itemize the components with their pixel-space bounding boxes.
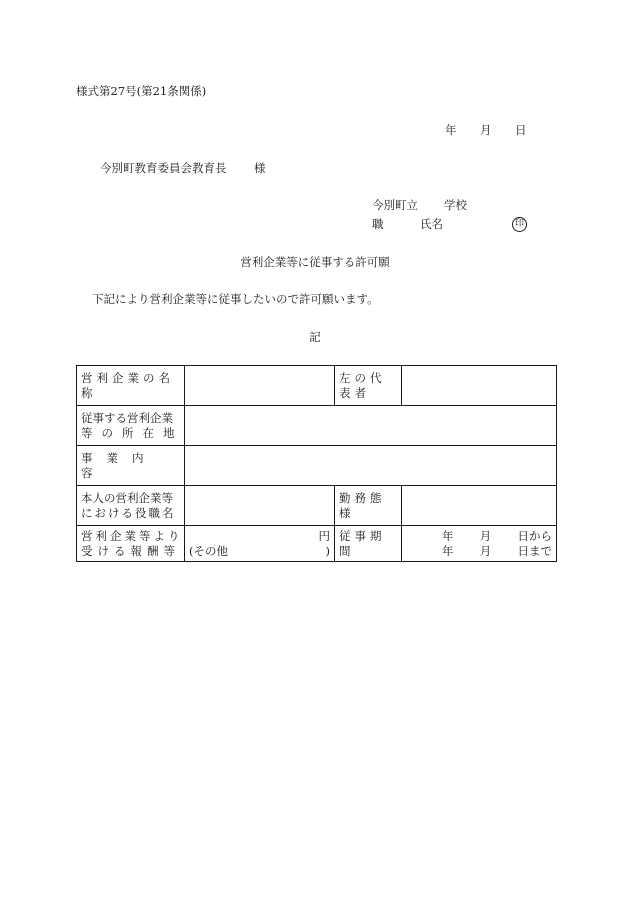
period-from-year: 年 (442, 528, 454, 543)
remuneration-field[interactable] (185, 526, 335, 562)
business-field[interactable] (185, 446, 557, 486)
other-open: (その他 (189, 543, 228, 558)
period-from-month: 月 (479, 528, 492, 543)
location-field[interactable] (185, 406, 557, 446)
date-day-label: 日 (515, 123, 527, 137)
other-line (189, 544, 330, 559)
other-close: ) (325, 543, 330, 558)
document-title: 営利企業等に従事する許可願 (240, 255, 390, 269)
period-field[interactable] (402, 526, 557, 562)
name-label: 氏名 (420, 217, 443, 231)
period-to-month: 月 (479, 543, 492, 558)
yen-label: 円 (318, 528, 330, 543)
period-from-day: 日から (517, 528, 552, 543)
company-name-field[interactable] (185, 366, 335, 406)
representative-label: 左の代表者 (335, 366, 402, 406)
representative-field[interactable] (402, 366, 557, 406)
location-label-line-2: 等の所在地 (81, 425, 184, 440)
role-label-line-1: 本人の営利企業等 (81, 490, 173, 505)
period-to-year: 年 (442, 543, 454, 558)
document-body: 下記により営利企業等に従事したいので許可願います。 (92, 292, 379, 306)
table-row (77, 486, 557, 526)
work-style-label: 勤務態様 (335, 486, 402, 526)
remuneration-label-line-2: 受ける報酬等 (81, 543, 180, 558)
role-label (77, 486, 185, 526)
role-label-line-2: における役職名 (81, 505, 176, 520)
recipient-addressee: 今別町教育委員会教育長 (100, 161, 227, 175)
work-style-field[interactable] (402, 486, 557, 526)
school-prefix: 今別町立 (372, 198, 418, 212)
remuneration-label (77, 526, 185, 562)
table-row (77, 446, 557, 486)
seal-mark: 印 (512, 217, 527, 232)
form-number: 様式第27号(第21条関係) (76, 84, 207, 98)
role-field[interactable] (185, 486, 335, 526)
table-row (77, 526, 557, 562)
location-label (77, 406, 185, 446)
company-name-label: 営利企業の名称 (77, 366, 185, 406)
period-from-line (442, 529, 552, 544)
remuneration-label-line-1: 営利企業等より (81, 528, 183, 543)
recipient-honorific: 様 (254, 161, 266, 175)
period-to-day: 日まで (517, 543, 552, 558)
period-to-line (442, 544, 552, 559)
school-suffix: 学校 (444, 198, 467, 212)
table-row (77, 366, 557, 406)
position-label: 職 (372, 217, 384, 231)
date-year-label: 年 (445, 123, 457, 137)
table-row (77, 406, 557, 446)
date-month-label: 月 (480, 123, 492, 137)
location-label-line-1: 従事する営利企業 (81, 410, 173, 425)
period-label: 従事期間 (335, 526, 402, 562)
business-label: 事業内容 (77, 446, 185, 486)
application-table (76, 365, 557, 562)
ki-heading: 記 (309, 330, 321, 344)
